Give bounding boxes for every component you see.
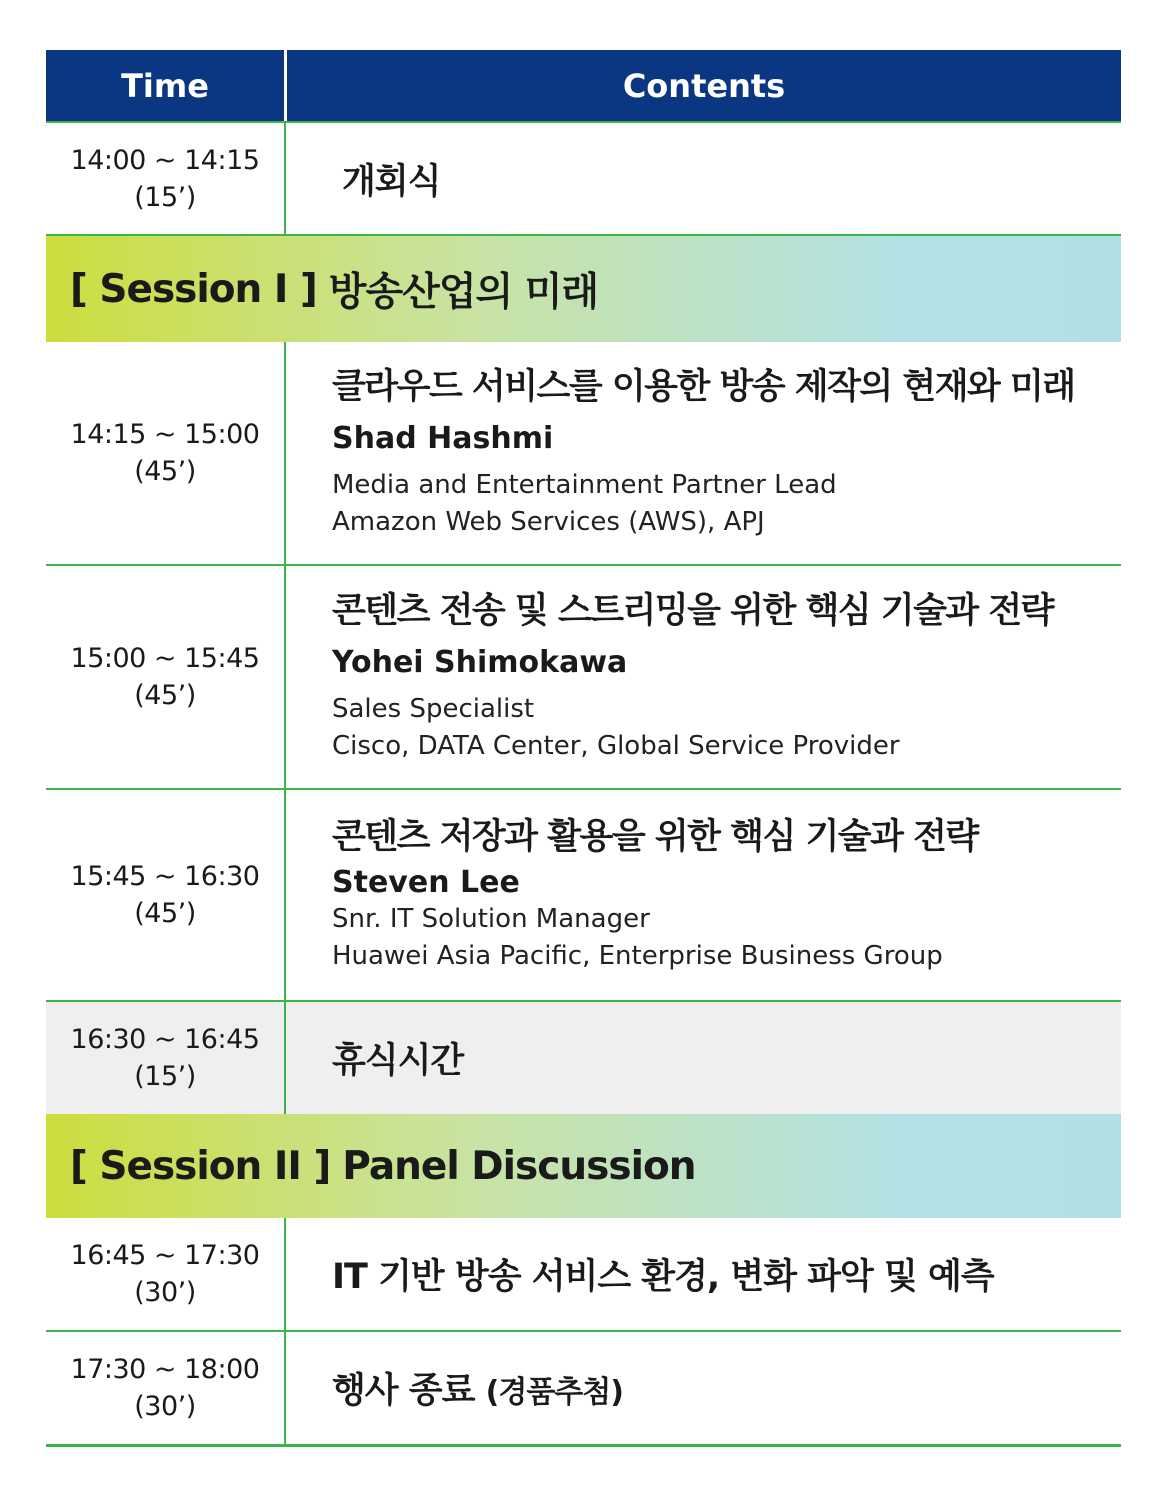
speaker-name: Shad Hashmi [332, 421, 554, 456]
time-range: 15:00 ~ 15:45 [70, 643, 260, 674]
speaker-organization: Cisco, DATA Center, Global Service Provider [332, 731, 900, 761]
speaker-position: Media and Entertainment Partner Lead [332, 470, 837, 500]
time-cell [46, 566, 286, 788]
schedule-row-talk-2 [46, 566, 1121, 790]
duration: (15’) [134, 1061, 196, 1092]
time-cell [46, 790, 286, 1000]
speaker-organization: Amazon Web Services (AWS), APJ [332, 507, 765, 537]
schedule-row-panel [46, 1218, 1121, 1332]
contents-column-header: Contents [622, 66, 786, 105]
content-cell [286, 1002, 1121, 1114]
session-label: [ Session II ] [70, 1143, 331, 1189]
duration: (45’) [134, 898, 196, 929]
session-2-banner [46, 1114, 1121, 1218]
content-cell [286, 342, 1121, 564]
speaker-position: Snr. IT Solution Manager [332, 904, 650, 934]
content-cell [286, 790, 1121, 1000]
time-range: 15:45 ~ 16:30 [70, 861, 260, 892]
schedule-row-opening [46, 123, 1121, 236]
time-cell [46, 1002, 286, 1114]
time-range: 16:30 ~ 16:45 [70, 1024, 260, 1055]
item-title: IT 기반 방송 서비스 환경, 변화 파악 및 예측 [332, 1257, 994, 1297]
time-column-header: Time [46, 50, 287, 121]
duration: (45’) [134, 680, 196, 711]
duration: (30’) [134, 1391, 196, 1422]
closing-title: 행사 종료 [332, 1371, 475, 1411]
speaker-organization: Huawei Asia Pacific, Enterprise Business Group [332, 941, 943, 971]
table-header [46, 50, 1121, 123]
speaker-name: Yohei Shimokawa [332, 645, 628, 680]
content-cell [286, 566, 1121, 788]
program-schedule-table [46, 50, 1121, 1447]
schedule-row-break [46, 1002, 1121, 1114]
duration: (45’) [134, 456, 196, 487]
session-label: [ Session I ] [70, 266, 317, 312]
session-title: 방송산업의 미래 [328, 270, 599, 315]
time-cell [46, 1332, 286, 1444]
content-cell [286, 1218, 1121, 1330]
schedule-row-talk-3 [46, 790, 1121, 1002]
schedule-row-closing [46, 1332, 1121, 1447]
time-cell [46, 123, 286, 234]
speaker-name: Steven Lee [332, 865, 520, 900]
speaker-position: Sales Specialist [332, 694, 535, 724]
content-cell [286, 123, 1121, 234]
session-title: Panel Discussion [342, 1143, 696, 1189]
content-cell [286, 1332, 1121, 1444]
schedule-row-talk-1 [46, 342, 1121, 566]
time-range: 17:30 ~ 18:00 [70, 1354, 260, 1385]
time-cell [46, 1218, 286, 1330]
duration: (30’) [134, 1277, 196, 1308]
time-range: 16:45 ~ 17:30 [70, 1240, 260, 1271]
duration: (15’) [134, 181, 196, 213]
item-title: 개회식 [342, 161, 441, 202]
talk-title: 콘텐츠 저장과 활용을 위한 핵심 기술과 전략 [332, 817, 978, 857]
item-title [332, 1363, 1121, 1413]
time-range: 14:15 ~ 15:00 [70, 419, 260, 450]
closing-note: (경품추첨) [485, 1375, 623, 1410]
time-cell [46, 342, 286, 564]
item-title: 휴식시간 [332, 1041, 464, 1081]
talk-title: 클라우드 서비스를 이용한 방송 제작의 현재와 미래 [332, 367, 1075, 407]
talk-title: 콘텐츠 전송 및 스트리밍을 위한 핵심 기술과 전략 [332, 591, 1053, 631]
session-1-banner [46, 236, 1121, 342]
time-range: 14:00 ~ 14:15 [70, 144, 260, 176]
